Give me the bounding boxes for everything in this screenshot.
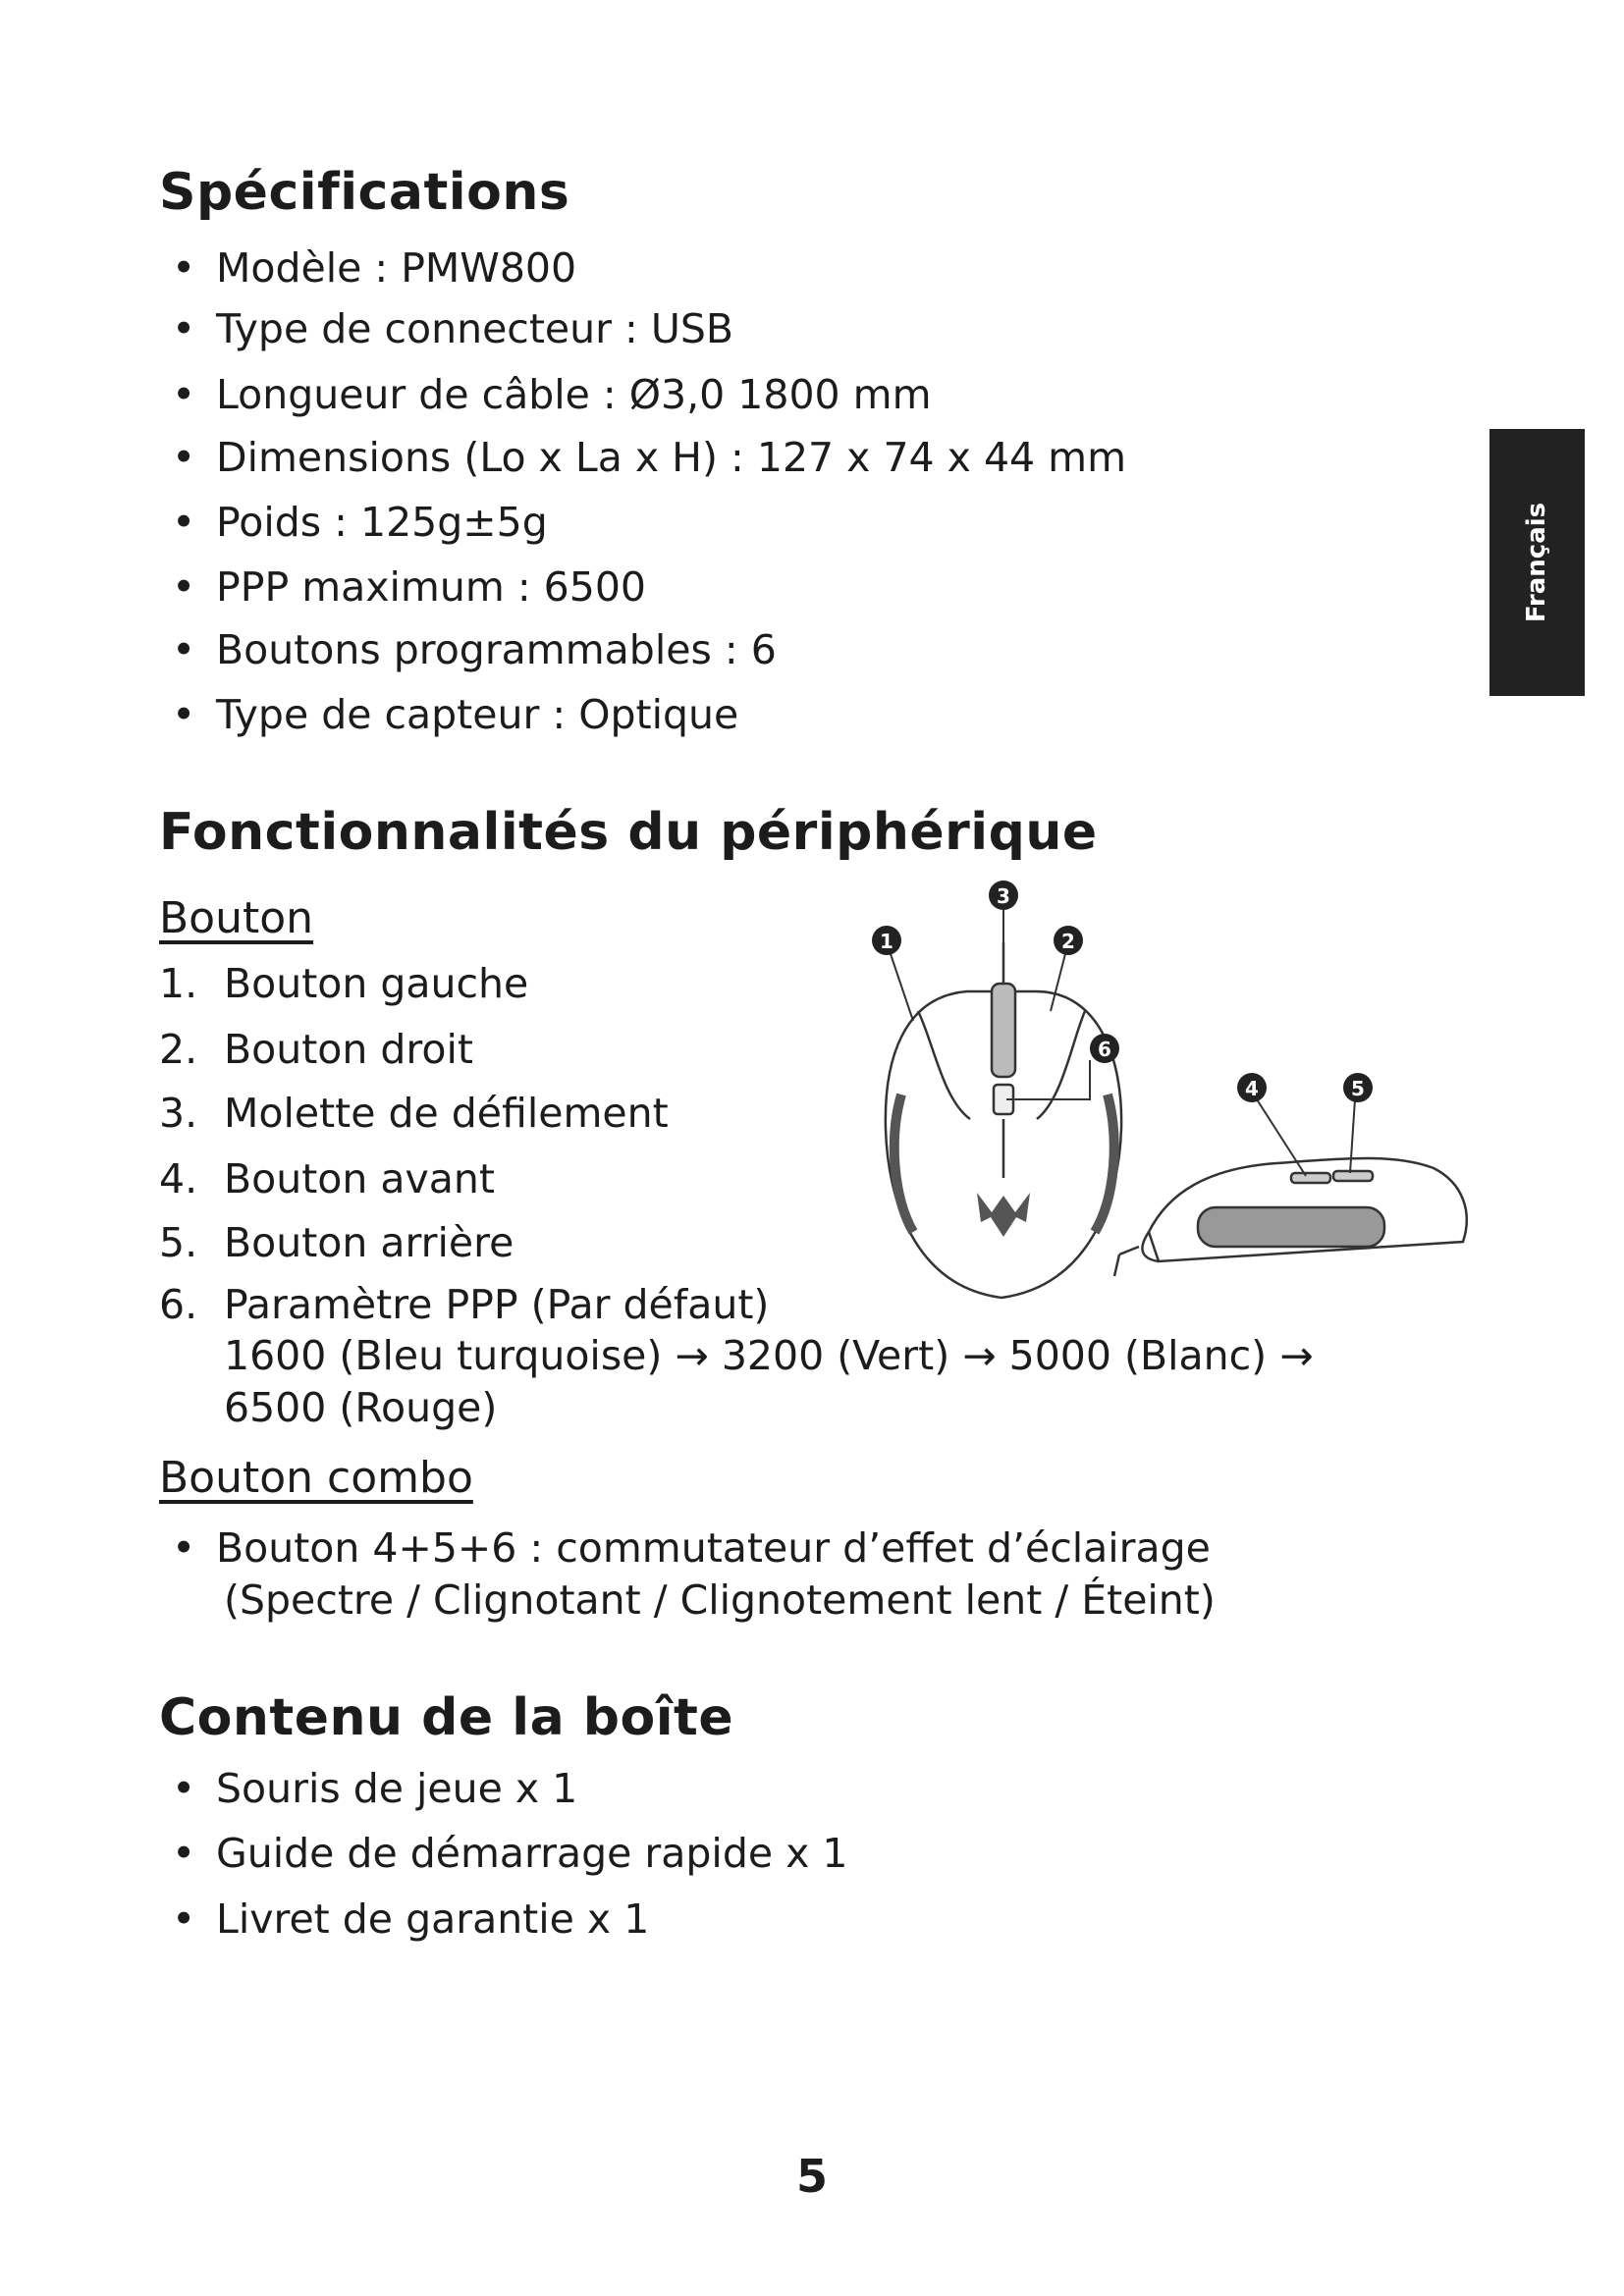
svg-text:6: 6 xyxy=(1098,1038,1111,1061)
button-list-item: 2. Bouton droit xyxy=(159,1026,473,1073)
mouse-diagram xyxy=(844,874,1492,1306)
dpi-cycle-line: 1600 (Bleu turquoise) → 3200 (Vert) → 5000 (Blanc) → xyxy=(224,1332,1314,1379)
callout-1 xyxy=(872,926,901,955)
combo-subheading: Bouton combo xyxy=(159,1453,473,1503)
button-list-item: 5. Bouton arrière xyxy=(159,1219,514,1266)
button-list-item: 1. Bouton gauche xyxy=(159,960,529,1007)
callout-6 xyxy=(1090,1034,1119,1063)
callout-2 xyxy=(1054,926,1083,955)
mouse-side-view xyxy=(1114,1158,1467,1276)
features-title: Fonctionnalités du périphérique xyxy=(159,803,1098,862)
svg-text:5: 5 xyxy=(1351,1077,1365,1100)
svg-text:4: 4 xyxy=(1245,1077,1259,1100)
mouse-top-view xyxy=(886,942,1121,1298)
predator-logo-icon xyxy=(977,1193,1030,1237)
combo-item-continuation: (Spectre / Clignotant / Clignotement lent / Éteint) xyxy=(224,1576,1216,1624)
specs-title: Spécifications xyxy=(159,163,570,222)
language-tab-label: Français xyxy=(1522,502,1552,623)
page-number: 5 xyxy=(795,2150,828,2203)
language-tab xyxy=(1489,429,1585,696)
svg-text:1: 1 xyxy=(880,930,893,953)
button-list-item: 3. Molette de défilement xyxy=(159,1090,669,1137)
button-list-item: 6. Paramètre PPP (Par défaut) xyxy=(159,1281,770,1328)
svg-text:3: 3 xyxy=(997,884,1010,908)
button-list-item: 4. Bouton avant xyxy=(159,1155,495,1202)
box-title: Contenu de la boîte xyxy=(159,1688,734,1747)
dpi-cycle-line: 6500 (Rouge) xyxy=(224,1384,498,1431)
button-subheading: Bouton xyxy=(159,893,314,943)
callout-3 xyxy=(989,881,1018,910)
callout-4 xyxy=(1237,1073,1267,1102)
svg-text:2: 2 xyxy=(1061,930,1075,953)
callout-5 xyxy=(1343,1073,1373,1102)
